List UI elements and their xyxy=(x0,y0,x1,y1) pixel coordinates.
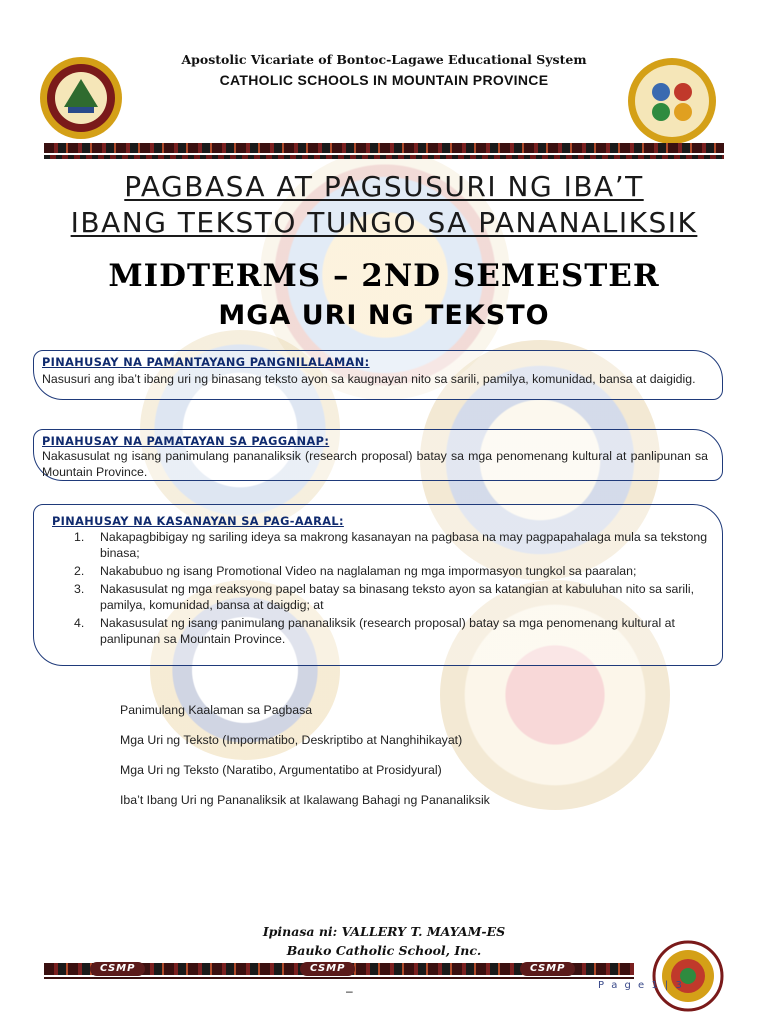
list-item: 3. Nakasusulat ng mga reaksyong papel batay sa binasang teksto ayon sa katangian at kabuluhan nito sa sarili, pamilya, komunidad, bansa at daigdig; at xyxy=(74,582,695,612)
footer-divider-line xyxy=(44,977,634,979)
topic-item: Panimulang Kaalaman sa Pagbasa xyxy=(120,703,313,717)
footer-badge: CSMP xyxy=(300,962,355,976)
footer-badge: CSMP xyxy=(90,962,145,976)
header-divider-line xyxy=(44,155,724,159)
page-dash: – xyxy=(346,984,353,998)
footer-badge: CSMP xyxy=(520,962,575,976)
topic-item: Mga Uri ng Teksto (Naratibo, Argumentatibo at Prosidyural) xyxy=(120,763,442,777)
content-standard-text: Nasusuri ang iba’t ibang uri ng binasang teksto ayon sa kaugnayan nito sa sarili, pamilya, komunidad, bansa at daigidig. xyxy=(42,372,696,386)
right-seal-logo xyxy=(626,56,718,146)
list-item: 1. Nakapagbibigay ng sariling ideya sa makrong kasanayan na pagbasa na may pagpapahalaga mula sa tekstong binasa; xyxy=(74,530,708,560)
list-item: 2. Nakabubuo ng isang Promotional Video na naglalaman ng mga impormasyon tungkol sa paaralan; xyxy=(74,564,637,578)
footer-seal-logo xyxy=(652,940,724,1012)
list-item: 4. Nakasusulat ng isang panimulang pananaliksik (research proposal) batay sa mga penomenang kultural at panlipunan sa Mountain Province. xyxy=(74,616,675,646)
header-divider-band xyxy=(44,143,724,153)
performance-standard-heading: PINAHUSAY NA PAMATAYAN SA PAGGANAP: xyxy=(42,435,330,448)
competencies-heading: PINAHUSAY NA KASANAYAN SA PAG-AARAL: xyxy=(52,515,344,528)
topic-item: Mga Uri ng Teksto (Impormatibo, Deskriptibo at Nanghihikayat) xyxy=(120,733,463,747)
page-number: P a g e 1 | 3 xyxy=(598,980,684,991)
competencies-list xyxy=(66,529,708,649)
header-organization: Apostolic Vicariate of Bontoc-Lagawe Educational System xyxy=(181,52,587,67)
module-subtitle: MGA URI NG TEKSTO xyxy=(218,300,550,331)
left-seal-logo xyxy=(38,55,124,141)
midterms-heading: MIDTERMS – 2ND SEMESTER xyxy=(108,258,660,294)
course-title-line1: PAGBASA AT PAGSUSURI NG IBA’T xyxy=(124,170,644,203)
performance-standard-text: Nakasusulat ng isang panimulang pananaliksik (research proposal) batay sa mga penomenang kultural at panlipunan sa Mountain Province. xyxy=(42,449,708,479)
content-standard-heading: PINAHUSAY NA PAMANTAYANG PANGNILALAMAN: xyxy=(42,356,370,369)
submitted-by: Ipinasa ni: VALLERY T. MAYAM-ES xyxy=(262,924,506,939)
school-name: Bauko Catholic School, Inc. xyxy=(286,943,482,958)
header-schools: CATHOLIC SCHOOLS IN MOUNTAIN PROVINCE xyxy=(219,72,549,88)
topic-item: Iba’t Ibang Uri ng Pananaliksik at Ikalawang Bahagi ng Pananaliksik xyxy=(120,793,490,807)
course-title-line2: IBANG TEKSTO TUNGO SA PANANALIKSIK xyxy=(70,206,698,239)
